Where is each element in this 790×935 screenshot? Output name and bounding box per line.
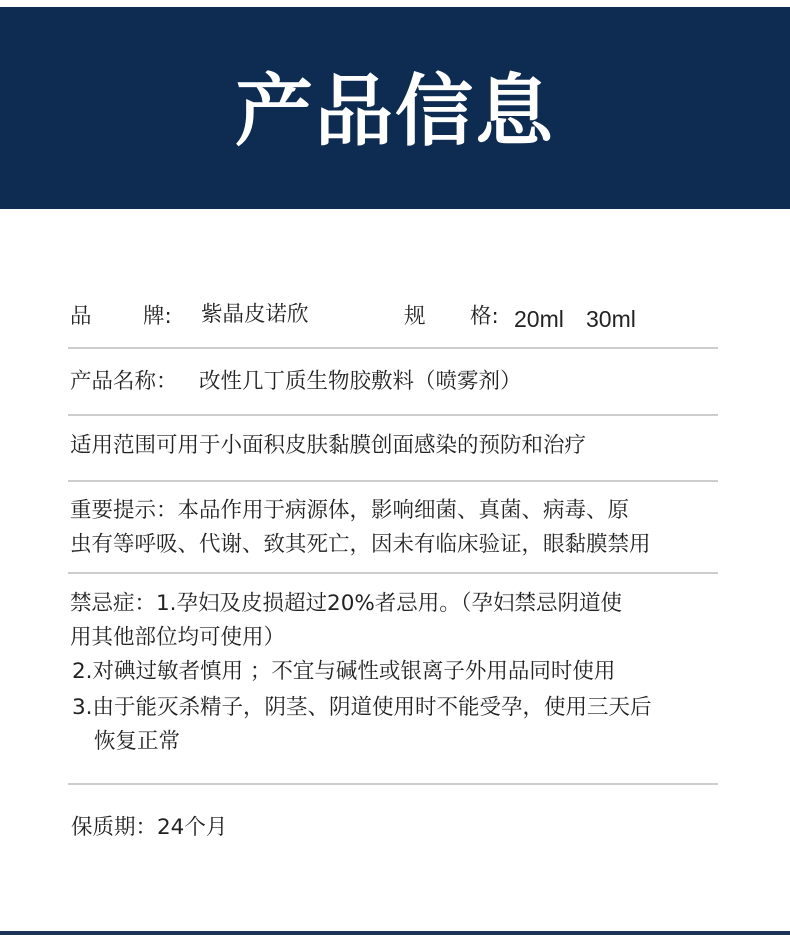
brand-value: 紫晶皮诺欣 [201,302,309,327]
product-name-value: 改性几丁质生物胶敷料（喷雾剂） [199,369,522,394]
important-notice-line-1: 重要提示：本品作用于病源体，影响细菌、真菌、病毒、原 [70,498,630,523]
product-name-label: 产品名称： [70,369,178,394]
footer-strip [0,931,790,935]
contraindications [70,587,652,759]
important-notice [70,494,651,562]
brand-label-char-2: 牌: [143,304,172,329]
important-notice-line-2: 虫有等呼吸、代谢、致其死亡，因未有临床验证，眼黏膜禁用 [70,532,651,557]
top-margin [0,0,790,7]
scope-text: 适用范围可用于小面积皮肤黏膜创面感染的预防和治疗 [70,433,587,458]
brand-label-char-1: 品 [70,304,92,329]
header-banner [0,7,790,209]
spec-value-30ml: 30ml [586,306,636,332]
spec-label-char-1: 规 [404,304,426,329]
spec-label-char-2: 格: [470,304,499,329]
contraindication-1-line-1: 禁忌症：1.孕妇及皮损超过20%者忌用。（孕妇禁忌阴道使 [70,591,623,616]
page-title: 产品信息 [234,67,555,157]
contraindication-2: 2.对碘过敏者慎用 ；不宜与碱性或银离子外用品同时使用 [72,659,616,684]
divider [68,783,718,785]
shelf-life: 保质期：24个月 [71,815,228,840]
divider [68,572,718,574]
contraindication-3-line-2: 恢复正常 [94,729,181,754]
divider [68,480,718,482]
divider [68,347,718,349]
divider [68,414,718,416]
spec-value-20ml: 20ml [514,306,564,332]
contraindication-3-line-1: 3.由于能灭杀精子，阴茎、阴道使用时不能受孕，使用三天后 [72,695,652,720]
contraindication-1-line-2: 用其他部位均可使用） [70,625,286,650]
